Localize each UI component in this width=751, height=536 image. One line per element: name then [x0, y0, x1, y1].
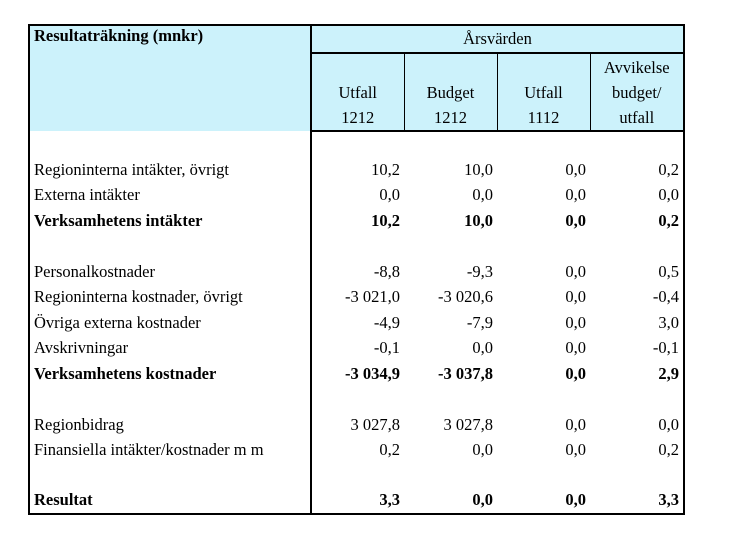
income-statement-table [28, 24, 685, 515]
row-label: Verksamhetens kostnader [29, 361, 311, 387]
cell-utfall-1112: 0,0 [565, 490, 586, 510]
column-header-utfall-1112: Utfall 1112 [497, 53, 590, 131]
table-row [29, 259, 684, 285]
table-row [29, 437, 684, 463]
table-row [29, 284, 684, 310]
table-row-subtotal [29, 361, 684, 387]
row-label: Externa intäkter [29, 183, 311, 209]
table-row [29, 183, 684, 209]
cell-utfall-1112: 0,0 [565, 261, 586, 281]
row-label: Verksamhetens intäkter [29, 208, 311, 234]
column-header-budget-1212: Budget 1212 [404, 53, 497, 131]
cell-budget-1212: -7,9 [466, 312, 493, 332]
column-header-avvikelse: Avvikelse budget/ utfall [590, 53, 684, 131]
cell-avvikelse: 0,0 [658, 185, 679, 205]
cell-avvikelse: -0,4 [652, 287, 679, 307]
cell-utfall-1112: 0,0 [565, 440, 586, 460]
cell-avvikelse: 3,3 [658, 490, 679, 510]
cell-utfall-1112: 0,0 [565, 414, 586, 434]
group-header-arsvarden: Årsvärden [311, 25, 684, 53]
cell-avvikelse: 0,2 [658, 440, 679, 460]
row-label: Regioninterna intäkter, övrigt [29, 157, 311, 183]
row-label: Avskrivningar [29, 336, 311, 362]
row-label: Finansiella intäkter/kostnader m m [29, 437, 311, 463]
table-row-result [29, 488, 684, 514]
cell-utfall-1112: 0,0 [565, 185, 586, 205]
cell-budget-1212: 10,0 [464, 210, 493, 230]
row-label: Regioninterna kostnader, övrigt [29, 284, 311, 310]
cell-budget-1212: -3 020,6 [438, 287, 493, 307]
cell-budget-1212: -9,3 [466, 261, 493, 281]
cell-budget-1212: 3 027,8 [443, 414, 493, 434]
cell-avvikelse: 0,2 [658, 159, 679, 179]
cell-avvikelse: -0,1 [652, 338, 679, 358]
cell-avvikelse: 0,5 [658, 261, 679, 281]
cell-utfall-1212: -3 021,0 [345, 287, 400, 307]
table-row [29, 310, 684, 336]
cell-utfall-1112: 0,0 [565, 287, 586, 307]
cell-utfall-1212: 3 027,8 [350, 414, 400, 434]
cell-budget-1212: 0,0 [472, 185, 493, 205]
cell-budget-1212: 0,0 [472, 338, 493, 358]
cell-utfall-1212: -0,1 [373, 338, 400, 358]
cell-utfall-1112: 0,0 [565, 210, 586, 230]
cell-utfall-1212: -4,9 [373, 312, 400, 332]
cell-utfall-1112: 0,0 [565, 363, 586, 383]
table-row [29, 412, 684, 438]
cell-utfall-1112: 0,0 [565, 312, 586, 332]
cell-budget-1212: 0,0 [472, 440, 493, 460]
cell-utfall-1212: 10,2 [371, 210, 400, 230]
cell-avvikelse: 3,0 [658, 312, 679, 332]
row-label: Personalkostnader [29, 259, 311, 285]
cell-utfall-1212: 0,0 [379, 185, 400, 205]
row-label: Resultat [29, 488, 311, 514]
cell-avvikelse: 2,9 [658, 363, 679, 383]
column-header-utfall-1212: Utfall 1212 [311, 53, 404, 131]
table-row-subtotal [29, 208, 684, 234]
row-label: Övriga externa kostnader [29, 310, 311, 336]
cell-budget-1212: 0,0 [472, 490, 493, 510]
cell-utfall-1212: -8,8 [373, 261, 400, 281]
table-row [29, 157, 684, 183]
cell-utfall-1112: 0,0 [565, 338, 586, 358]
cell-budget-1212: 10,0 [464, 159, 493, 179]
table-row [29, 336, 684, 362]
cell-utfall-1112: 0,0 [565, 159, 586, 179]
row-label: Regionbidrag [29, 412, 311, 438]
cell-utfall-1212: 3,3 [379, 490, 400, 510]
cell-utfall-1212: 10,2 [371, 159, 400, 179]
cell-budget-1212: -3 037,8 [438, 363, 493, 383]
cell-utfall-1212: 0,2 [379, 440, 400, 460]
table-title: Resultaträkning (mnkr) [29, 25, 311, 131]
cell-avvikelse: 0,0 [658, 414, 679, 434]
cell-utfall-1212: -3 034,9 [345, 363, 400, 383]
cell-avvikelse: 0,2 [658, 210, 679, 230]
